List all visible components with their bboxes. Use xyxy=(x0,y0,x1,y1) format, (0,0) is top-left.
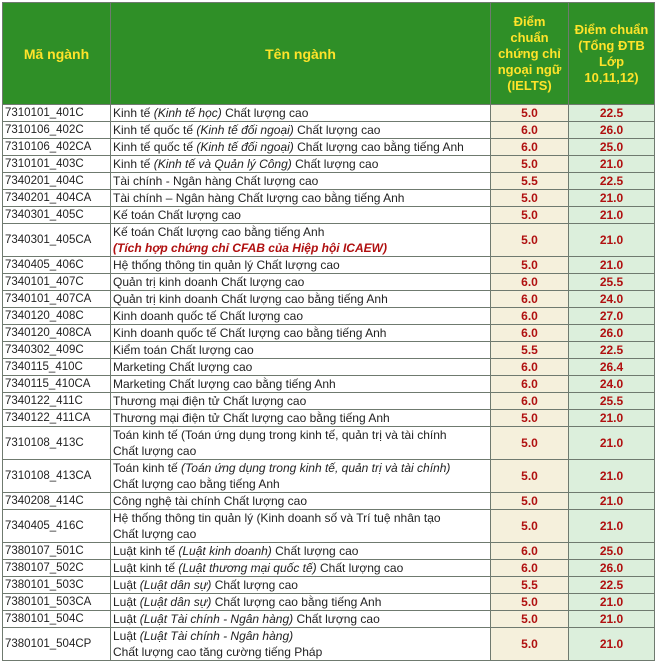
major-code: 7310101_403C xyxy=(3,156,111,173)
major-name-line xyxy=(113,325,490,341)
table-row xyxy=(3,173,655,190)
major-name-text: (Luật Tài chính - Ngân hàng) xyxy=(139,612,294,626)
major-name-text: Chất lượng cao xyxy=(316,561,404,575)
header-code: Mã ngành xyxy=(3,3,111,105)
ielts-score: 5.0 xyxy=(491,611,569,628)
major-name-text: Chất lượng cao xyxy=(291,157,379,171)
table-row xyxy=(3,274,655,291)
major-name xyxy=(111,122,491,139)
major-code: 7380107_501C xyxy=(3,543,111,560)
major-code: 7380101_503CA xyxy=(3,594,111,611)
major-name-text: Kinh tế quốc tế xyxy=(113,140,197,154)
ielts-score: 5.0 xyxy=(491,510,569,543)
ielts-score: 6.0 xyxy=(491,308,569,325)
major-name xyxy=(111,493,491,510)
major-name-text: Chất lượng cao xyxy=(113,444,197,458)
major-name-text: Hệ thống thông tin quản lý xyxy=(113,511,257,525)
gpa-score: 24.0 xyxy=(569,291,655,308)
major-code: 7380101_503C xyxy=(3,577,111,594)
major-name-text: Chất lượng cao xyxy=(293,123,381,137)
major-name xyxy=(111,291,491,308)
gpa-score: 21.0 xyxy=(569,510,655,543)
major-code: 7310106_402C xyxy=(3,122,111,139)
major-name-line xyxy=(113,308,490,324)
ielts-score: 5.5 xyxy=(491,173,569,190)
header-dtb xyxy=(569,3,655,105)
major-name-text: Chất lượng cao xyxy=(293,612,380,626)
major-name-line xyxy=(113,577,490,593)
header-ielts-line: ngoại ngữ xyxy=(497,61,562,77)
ielts-score: 5.0 xyxy=(491,257,569,274)
gpa-score: 22.5 xyxy=(569,577,655,594)
header-ielts-line: chuẩn xyxy=(510,29,549,45)
major-code: 7340201_404CA xyxy=(3,190,111,207)
major-name-line xyxy=(113,291,490,307)
major-name-text: Toán kinh tế xyxy=(113,428,182,442)
major-name-line xyxy=(113,257,490,273)
header-dtb-line: 10,11,12) xyxy=(584,69,639,85)
major-name-text: Marketing Chất lượng cao bằng tiếng Anh xyxy=(113,377,336,391)
ielts-score: 5.0 xyxy=(491,156,569,173)
gpa-score: 26.0 xyxy=(569,122,655,139)
major-name-line xyxy=(113,105,490,121)
table-row xyxy=(3,291,655,308)
ielts-score: 5.5 xyxy=(491,577,569,594)
gpa-score: 22.5 xyxy=(569,173,655,190)
table-row xyxy=(3,190,655,207)
table-row xyxy=(3,611,655,628)
major-name-text: Kinh doanh quốc tế Chất lượng cao bằng tiếng Anh xyxy=(113,326,387,340)
gpa-score: 21.0 xyxy=(569,594,655,611)
major-name xyxy=(111,410,491,427)
ielts-score: 5.0 xyxy=(491,410,569,427)
major-name-line xyxy=(113,207,490,223)
major-name-line xyxy=(113,240,490,256)
major-name-line xyxy=(113,493,490,509)
major-name-line xyxy=(113,476,490,492)
major-name-line xyxy=(113,359,490,375)
major-code: 7310101_401C xyxy=(3,105,111,122)
major-name-line xyxy=(113,594,490,610)
major-name-line xyxy=(113,443,490,459)
header-dtb-line: Lớp xyxy=(598,53,625,69)
major-name-line xyxy=(113,122,490,138)
major-name-text: Thương mại điện tử Chất lượng cao bằng tiếng Anh xyxy=(113,411,390,425)
major-name xyxy=(111,224,491,257)
table-row xyxy=(3,510,655,543)
major-name xyxy=(111,274,491,291)
major-name-text: Chất lượng cao bằng tiếng Anh xyxy=(211,595,382,609)
ielts-score: 5.0 xyxy=(491,628,569,661)
gpa-score: 21.0 xyxy=(569,156,655,173)
major-name-line xyxy=(113,156,490,172)
major-name-text: Luật xyxy=(113,578,140,592)
major-name xyxy=(111,190,491,207)
major-code: 7340101_407C xyxy=(3,274,111,291)
gpa-score: 25.0 xyxy=(569,139,655,156)
table-row xyxy=(3,105,655,122)
table-row xyxy=(3,410,655,427)
major-code: 7310108_413C xyxy=(3,427,111,460)
major-name-text: Quản trị kinh doanh Chất lượng cao xyxy=(113,275,305,289)
gpa-score: 25.0 xyxy=(569,543,655,560)
major-name-text: Công nghệ tài chính Chất lượng cao xyxy=(113,494,308,508)
major-name-text: Kinh tế quốc tế xyxy=(113,123,197,137)
major-name-text: (Luật kinh doanh) xyxy=(178,544,272,558)
highlight-text: (Tích hợp chứng chỉ CFAB của Hiệp hội ICAEW) xyxy=(113,241,387,255)
major-name-line xyxy=(113,611,490,627)
header-name: Tên ngành xyxy=(111,3,491,105)
major-code: 7340405_406C xyxy=(3,257,111,274)
major-code: 7340301_405C xyxy=(3,207,111,224)
major-name-line xyxy=(113,644,490,660)
table-row xyxy=(3,376,655,393)
major-code: 7340101_407CA xyxy=(3,291,111,308)
major-name-text: Chất lượng cao xyxy=(113,527,197,541)
table-body xyxy=(3,105,655,661)
major-name-line xyxy=(113,510,490,526)
major-name-text: (Luật Tài chính - Ngân hàng) xyxy=(139,629,294,643)
header-ielts-line: Điểm xyxy=(513,13,546,29)
gpa-score: 27.0 xyxy=(569,308,655,325)
header-ielts-line: chứng chỉ xyxy=(498,45,561,61)
major-name-line xyxy=(113,393,490,409)
major-name xyxy=(111,376,491,393)
table-row xyxy=(3,156,655,173)
major-code: 7340115_410CA xyxy=(3,376,111,393)
header-ielts xyxy=(491,3,569,105)
ielts-score: 6.0 xyxy=(491,325,569,342)
major-code: 7340122_411C xyxy=(3,393,111,410)
major-name-text: (Kinh tế và Quản lý Công) xyxy=(153,157,292,171)
major-name-text: Quản trị kinh doanh Chất lượng cao bằng tiếng Anh xyxy=(113,292,388,306)
major-code: 7380101_504CP xyxy=(3,628,111,661)
gpa-score: 21.0 xyxy=(569,611,655,628)
major-name-text: Toán kinh tế xyxy=(113,461,182,475)
major-name-line xyxy=(113,224,490,240)
major-name xyxy=(111,257,491,274)
table-row xyxy=(3,628,655,661)
major-code: 7340208_414C xyxy=(3,493,111,510)
major-name-text: Kinh tế xyxy=(113,106,154,120)
major-name-line xyxy=(113,543,490,559)
major-name-text: Tài chính - Ngân hàng Chất lượng cao xyxy=(113,174,319,188)
major-code: 7340405_416C xyxy=(3,510,111,543)
major-code: 7380101_504C xyxy=(3,611,111,628)
major-name-text: Luật xyxy=(113,629,140,643)
ielts-score: 6.0 xyxy=(491,291,569,308)
ielts-score: 6.0 xyxy=(491,376,569,393)
major-name-text: (Luật thương mại quốc tế) xyxy=(178,561,317,575)
major-name-line xyxy=(113,410,490,426)
gpa-score: 25.5 xyxy=(569,274,655,291)
ielts-score: 6.0 xyxy=(491,560,569,577)
gpa-score: 21.0 xyxy=(569,207,655,224)
table-row xyxy=(3,393,655,410)
ielts-score: 6.0 xyxy=(491,139,569,156)
major-code: 7340302_409C xyxy=(3,342,111,359)
major-name-text: (Toán ứng dụng trong kinh tế, quản trị và tài chính) xyxy=(181,461,451,475)
gpa-score: 22.5 xyxy=(569,105,655,122)
major-name-line xyxy=(113,139,490,155)
major-name-text: (Toán ứng dụng trong kinh tế, quản trị và tài chính xyxy=(181,428,447,442)
major-name xyxy=(111,342,491,359)
major-name-text: Chất lượng cao xyxy=(221,106,309,120)
major-name-text: (Kinh tế học) xyxy=(153,106,222,120)
major-name-text: Chất lượng cao xyxy=(211,578,298,592)
major-name-text: Luật xyxy=(113,612,140,626)
table-row xyxy=(3,560,655,577)
ielts-score: 6.0 xyxy=(491,359,569,376)
header-dtb-line: Điểm chuẩn xyxy=(574,21,649,37)
ielts-score: 5.0 xyxy=(491,594,569,611)
major-name xyxy=(111,359,491,376)
gpa-score: 21.0 xyxy=(569,460,655,493)
major-name xyxy=(111,427,491,460)
major-name-text: Kiểm toán Chất lượng cao xyxy=(113,343,254,357)
ielts-score: 5.0 xyxy=(491,207,569,224)
ielts-score: 6.0 xyxy=(491,122,569,139)
major-code: 7340120_408CA xyxy=(3,325,111,342)
major-name xyxy=(111,543,491,560)
admission-scores-table xyxy=(2,2,655,661)
major-name-text: Tài chính – Ngân hàng Chất lượng cao bằng tiếng Anh xyxy=(113,191,405,205)
major-name-line xyxy=(113,526,490,542)
major-code: 7380107_502C xyxy=(3,560,111,577)
major-name xyxy=(111,308,491,325)
major-code: 7310106_402CA xyxy=(3,139,111,156)
major-name xyxy=(111,628,491,661)
table-row xyxy=(3,325,655,342)
gpa-score: 21.0 xyxy=(569,257,655,274)
gpa-score: 26.0 xyxy=(569,560,655,577)
major-name xyxy=(111,105,491,122)
major-code: 7310108_413CA xyxy=(3,460,111,493)
table-row xyxy=(3,594,655,611)
major-name-line xyxy=(113,427,490,443)
major-name-text: Luật kinh tế xyxy=(113,544,179,558)
major-name-text: Chất lượng cao tăng cường tiếng Pháp xyxy=(113,645,323,659)
major-name xyxy=(111,460,491,493)
major-name-text: (Kinh doanh số và Trí tuệ nhân tạo xyxy=(256,511,441,525)
gpa-score: 22.5 xyxy=(569,342,655,359)
major-name-text: (Kinh tế đối ngoại) xyxy=(196,123,294,137)
major-name xyxy=(111,611,491,628)
major-name xyxy=(111,207,491,224)
major-name-text: Kinh tế xyxy=(113,157,154,171)
table-row xyxy=(3,359,655,376)
major-name-text: Chất lượng cao bằng tiếng Anh xyxy=(113,477,280,491)
major-name-text: Chất lượng cao xyxy=(271,544,359,558)
major-code: 7340301_405CA xyxy=(3,224,111,257)
ielts-score: 5.0 xyxy=(491,427,569,460)
header-row xyxy=(3,3,655,105)
gpa-score: 21.0 xyxy=(569,628,655,661)
table-row xyxy=(3,493,655,510)
gpa-score: 21.0 xyxy=(569,190,655,207)
major-name xyxy=(111,594,491,611)
gpa-score: 21.0 xyxy=(569,224,655,257)
ielts-score: 6.0 xyxy=(491,393,569,410)
major-name-text: (Kinh tế đối ngoại) xyxy=(196,140,294,154)
major-name-line xyxy=(113,342,490,358)
ielts-score: 5.5 xyxy=(491,342,569,359)
ielts-score: 5.0 xyxy=(491,460,569,493)
major-name-text: (Luật dân sự) xyxy=(139,595,212,609)
major-name-text: Kế toán Chất lượng cao xyxy=(113,208,241,222)
gpa-score: 25.5 xyxy=(569,393,655,410)
table-row xyxy=(3,224,655,257)
major-name-line xyxy=(113,560,490,576)
ielts-score: 6.0 xyxy=(491,543,569,560)
major-name-text: Kế toán Chất lượng cao bằng tiếng Anh xyxy=(113,225,325,239)
major-code: 7340120_408C xyxy=(3,308,111,325)
table-row xyxy=(3,257,655,274)
major-code: 7340122_411CA xyxy=(3,410,111,427)
major-name-text: Hệ thống thông tin quản lý Chất lượng cao xyxy=(113,258,340,272)
major-name xyxy=(111,173,491,190)
ielts-score: 5.0 xyxy=(491,190,569,207)
major-name-text: Luật kinh tế xyxy=(113,561,179,575)
ielts-score: 5.0 xyxy=(491,493,569,510)
major-name-line xyxy=(113,376,490,392)
major-name-line xyxy=(113,173,490,189)
major-name xyxy=(111,577,491,594)
major-name xyxy=(111,560,491,577)
major-name xyxy=(111,139,491,156)
gpa-score: 26.4 xyxy=(569,359,655,376)
major-code: 7340201_404C xyxy=(3,173,111,190)
major-name-text: Thương mại điện tử Chất lượng cao xyxy=(113,394,307,408)
table-row xyxy=(3,308,655,325)
major-name-line xyxy=(113,460,490,476)
major-name xyxy=(111,325,491,342)
major-name-text: Chất lượng cao bằng tiếng Anh xyxy=(293,140,464,154)
major-name-text: Marketing Chất lượng cao xyxy=(113,360,253,374)
header-dtb-line: (Tổng ĐTB xyxy=(578,37,645,53)
table-row xyxy=(3,139,655,156)
gpa-score: 21.0 xyxy=(569,410,655,427)
header-ielts-line: (IELTS) xyxy=(507,77,552,93)
major-name-text: (Luật dân sự) xyxy=(139,578,212,592)
ielts-score: 5.0 xyxy=(491,224,569,257)
major-code: 7340115_410C xyxy=(3,359,111,376)
major-name-line xyxy=(113,190,490,206)
major-name xyxy=(111,510,491,543)
table-row xyxy=(3,122,655,139)
table-row xyxy=(3,460,655,493)
major-name xyxy=(111,156,491,173)
gpa-score: 24.0 xyxy=(569,376,655,393)
major-name xyxy=(111,393,491,410)
gpa-score: 26.0 xyxy=(569,325,655,342)
gpa-score: 21.0 xyxy=(569,427,655,460)
table-row xyxy=(3,543,655,560)
table-row xyxy=(3,342,655,359)
ielts-score: 5.0 xyxy=(491,105,569,122)
table-row xyxy=(3,577,655,594)
gpa-score: 21.0 xyxy=(569,493,655,510)
major-name-line xyxy=(113,628,490,644)
ielts-score: 6.0 xyxy=(491,274,569,291)
major-name-line xyxy=(113,274,490,290)
major-name-text: Luật xyxy=(113,595,140,609)
table-row xyxy=(3,207,655,224)
major-name-text: Kinh doanh quốc tế Chất lượng cao xyxy=(113,309,304,323)
table-row xyxy=(3,427,655,460)
